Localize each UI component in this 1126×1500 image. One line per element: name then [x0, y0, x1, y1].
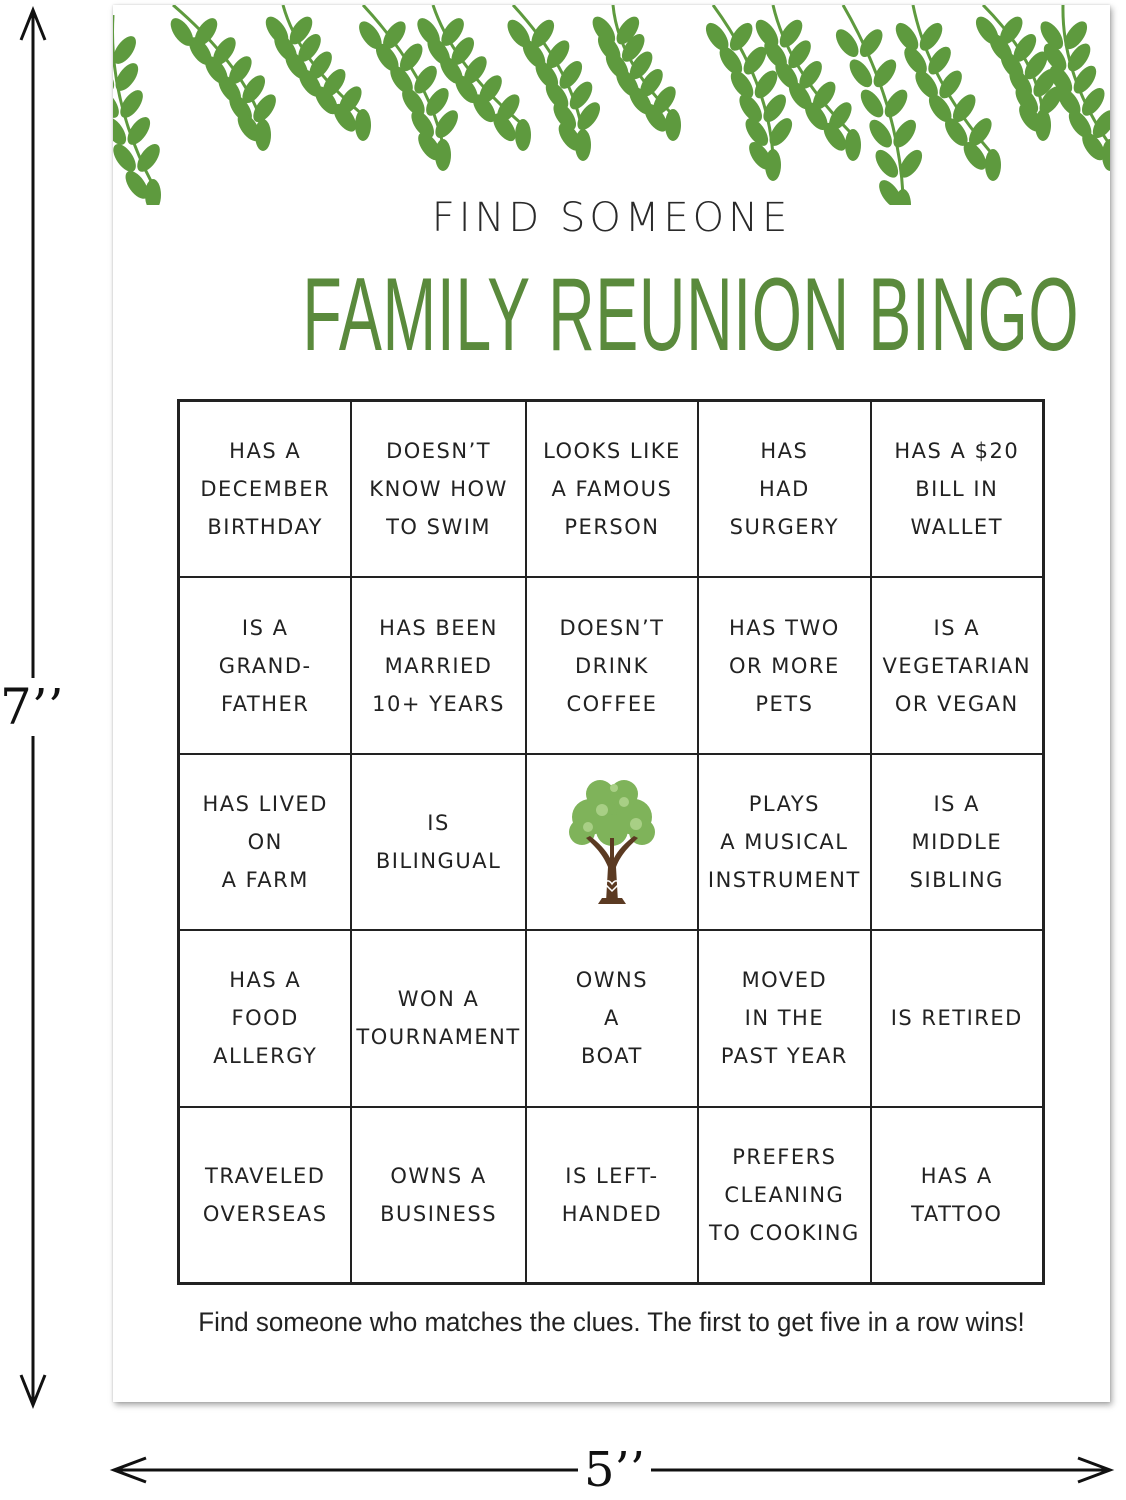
width-dimension-label: 5’’ — [578, 1446, 651, 1494]
bingo-cell-text: HAS A TATTOO — [911, 1163, 1003, 1226]
bingo-cell — [179, 577, 351, 753]
bingo-cell-text: PREFERS CLEANING TO COOKING — [709, 1144, 860, 1245]
bingo-cell — [526, 401, 698, 577]
bingo-cell-text: IS BILINGUAL — [375, 810, 502, 873]
bingo-cell-text: OWNS A BUSINESS — [380, 1163, 498, 1226]
bingo-cell-text: HAS HAD SURGERY — [729, 439, 840, 540]
bingo-cell-text: DOESN’T DRINK COFFEE — [559, 615, 665, 716]
bingo-cell-text: IS A GRAND- FATHER — [218, 615, 312, 716]
bingo-cell-free — [526, 754, 698, 930]
bingo-cell-text: OWNS A BOAT — [575, 968, 649, 1069]
bingo-cell-text: HAS A DECEMBER BIRTHDAY — [200, 439, 331, 540]
bingo-card — [113, 5, 1110, 1402]
bingo-cell — [351, 401, 525, 577]
bingo-cell-text: MOVED IN THE PAST YEAR — [720, 968, 848, 1069]
card-title: FAMILY REUNION BINGO — [302, 257, 1080, 373]
bingo-cell — [526, 1107, 698, 1283]
bingo-cell-text: TRAVELED OVERSEAS — [202, 1163, 328, 1226]
bingo-cell-text: IS A VEGETARIAN OR VEGAN — [882, 615, 1032, 716]
bingo-cell — [698, 1107, 870, 1283]
bingo-cell — [179, 754, 351, 930]
bingo-cell — [871, 930, 1043, 1106]
instructions-text: Find someone who matches the clues. The first to get five in a row wins! — [198, 1307, 1025, 1337]
bingo-cell — [179, 401, 351, 577]
bingo-cell — [698, 754, 870, 930]
bingo-cell-text: IS RETIRED — [890, 1006, 1023, 1031]
bingo-cell — [526, 930, 698, 1106]
bingo-cell-text: PLAYS A MUSICAL INSTRUMENT — [707, 791, 861, 892]
bingo-cell — [698, 930, 870, 1106]
bingo-cell — [179, 930, 351, 1106]
bingo-cell-text: LOOKS LIKE A FAMOUS PERSON — [543, 439, 681, 540]
bingo-cell-text: HAS A FOOD ALLERGY — [213, 968, 318, 1069]
bingo-cell-text: HAS BEEN MARRIED 10+ YEARS — [372, 615, 506, 716]
bingo-cell — [871, 401, 1043, 577]
bingo-grid — [177, 399, 1045, 1285]
bingo-cell — [351, 930, 525, 1106]
bingo-cell-text: HAS LIVED ON A FARM — [202, 791, 328, 892]
card-subtitle: FIND SOMEONE — [431, 195, 792, 241]
bingo-cell — [698, 577, 870, 753]
leaf-garland-icon — [113, 5, 1110, 205]
bingo-cell-text: DOESN’T KNOW HOW TO SWIM — [369, 439, 508, 540]
height-dimension-label: 7’’ — [0, 678, 64, 736]
bingo-cell-text: IS LEFT- HANDED — [561, 1163, 663, 1226]
bingo-cell — [351, 577, 525, 753]
bingo-cell — [179, 1107, 351, 1283]
bingo-cell-text: HAS TWO OR MORE PETS — [728, 615, 840, 716]
bingo-cell — [526, 577, 698, 753]
family-tree-heart-icon — [562, 772, 662, 912]
bingo-cell — [871, 1107, 1043, 1283]
bingo-cell-text: WON A TOURNAMENT — [356, 987, 521, 1050]
bingo-cell — [698, 401, 870, 577]
bingo-cell — [351, 1107, 525, 1283]
bingo-cell — [871, 754, 1043, 930]
bingo-cell — [871, 577, 1043, 753]
bingo-cell — [351, 754, 525, 930]
bingo-cell-text: HAS A $20 BILL IN WALLET — [894, 439, 1020, 540]
bingo-cell-text: IS A MIDDLE SIBLING — [909, 791, 1004, 892]
